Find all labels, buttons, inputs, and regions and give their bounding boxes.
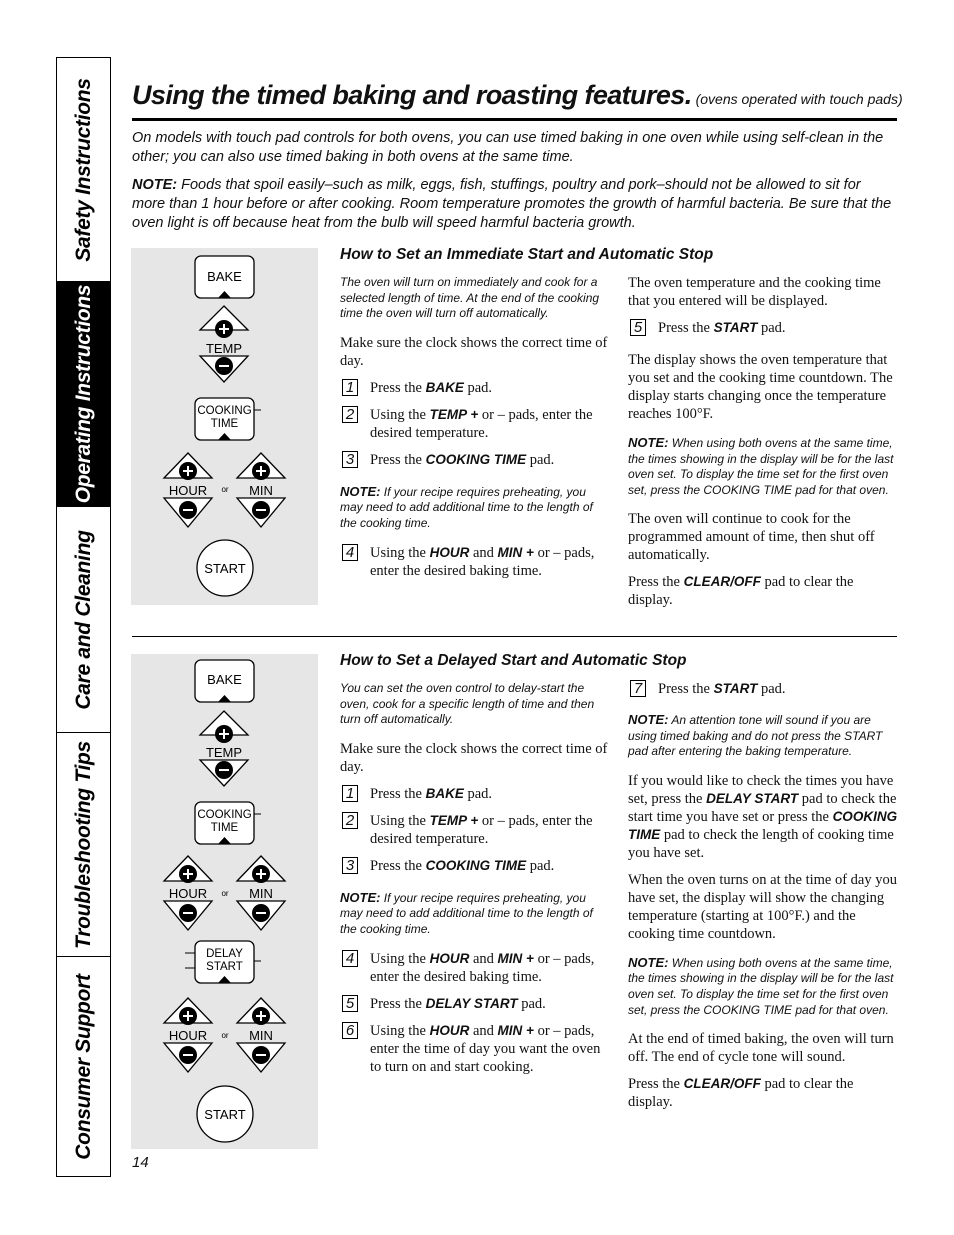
start-pad[interactable] [197,1086,253,1142]
section1-clock: Make sure the clock shows the correct time of day. [340,334,608,369]
section2-note-tone: NOTE: An attention tone will sound if you are using timed baking and do not press the START pad after entering the baking temperature. [628,712,883,759]
section2-heading: How to Set a Delayed Start and Automatic Stop [340,652,687,669]
or-label: or [221,889,229,898]
section2-note2: NOTE: When using both ovens at the same time, the times showing in the display will be for the last oven set. To display the time set for the first oven set, press the COOKING TIME pad for that oven. [628,954,894,1017]
min-pad[interactable] [237,453,285,527]
intro-note: NOTE: Foods that spoil easily–such as milk, eggs, fish, stuffings, poultry and pork–should not be allowed to sit for more than 1 hour before or after cooking. Room temperature promotes the growth of harmful bacteria. Be sure that the oven light is off because heat from the bulb will speed harmful bacteria growth. [132,177,892,231]
tab-care-and-cleaning[interactable]: Care and Cleaning [57,507,110,733]
svg-text:HOUR: HOUR [168,886,208,901]
touch-pad-diagram-delayed [131,654,318,1149]
svg-text:TIME: TIME [210,822,239,834]
temp-pad[interactable] [200,711,248,786]
step-3: 3 Press the COOKING TIME pad. [340,857,608,875]
tab-troubleshooting-tips[interactable]: Troubleshooting Tips [57,733,110,957]
section1-display-temp: The oven temperature and the cooking time that you entered will be displayed. [628,275,881,309]
title-subtitle: (ovens operated with touch pads) [695,91,903,107]
section2-right-column [628,680,898,1120]
section1-note2: NOTE: When using both ovens at the same time, the times showing in the display will be for the last oven set. To display the time set for the first oven set, press the COOKING TIME pad for that oven. [628,435,894,497]
step-5: 5 Press the START pad. [628,319,896,337]
section1-clear: Press the CLEAR/OFF pad to clear the display. [628,574,854,609]
section2-end: At the end of timed baking, the oven will turn off. The end of cycle tone will sound. [628,1031,894,1066]
section2-note: NOTE: If your recipe requires preheating, you may need to add additional time to the length of the cooking time. [340,889,593,936]
section1-right-column [628,274,896,618]
bake-pad[interactable] [195,660,254,702]
svg-text:MIN: MIN [249,483,273,498]
title-main: Using the timed baking and roasting features. [132,80,692,110]
svg-text:START: START [204,561,246,576]
svg-text:HOUR: HOUR [168,483,208,498]
page-number: 14 [132,1154,149,1171]
section2-clear: Press the CLEAR/OFF pad to clear the display. [628,1076,854,1111]
title-rule [132,118,897,121]
svg-text:MIN: MIN [249,886,273,901]
tab-safety-instructions[interactable]: Safety Instructions [57,58,110,282]
step-2: 2 Using the TEMP + or – pads, enter the desired temperature. [340,812,608,848]
hour-pad[interactable] [164,856,212,930]
svg-text:START: START [206,961,243,973]
section2-left-column [340,681,608,1085]
section1-note: NOTE: If your recipe requires preheating, you may need to add additional time to the length of the cooking time. [340,483,593,530]
control-panel-immediate [131,248,318,605]
delay-start-pad[interactable] [185,941,261,983]
temp-pad[interactable] [200,306,248,382]
step-7: 7 Press the START pad. [628,680,898,698]
svg-text:BAKE: BAKE [207,672,242,687]
or-label-2: or [221,1031,229,1040]
step-6: 6 Using the HOUR and MIN + or – pads, enter the time of day you want the oven to turn on and start cooking. [340,1022,608,1076]
step-1: 1 Press the BAKE pad. [340,379,608,397]
section2-intro: You can set the oven control to delay-start the oven, cook for a specific length of time and then turn off automatically. [340,681,595,727]
tab-operating-instructions[interactable]: Operating Instructions [57,282,110,507]
svg-text:START: START [204,1107,246,1122]
svg-text:COOKING: COOKING [197,809,252,821]
cooking-time-pad[interactable] [195,802,261,844]
step-2: 2 Using the TEMP + or – pads, enter the desired temperature. [340,406,608,442]
start-pad[interactable] [197,540,253,596]
section2-clock: Make sure the clock shows the correct time of day. [340,740,608,775]
section1-display-countdown: The display shows the oven temperature that you set and the cooking time countdown. The display starts changing once the temperature reaches 100°F. [628,352,893,422]
section1-intro: The oven will turn on immediately and cook for a selected length of time. At the end of the cooking time the oven will turn off automatically. [340,275,600,321]
svg-text:HOUR: HOUR [168,1028,208,1043]
min-pad-2[interactable] [237,998,285,1072]
sidebar-tabs [56,57,111,1177]
section2-check: If you would like to check the times you have set, press the DELAY START pad to check the start time you have set or press the COOKING TIME pad to check the length of cooking time you have set. [628,772,898,861]
section1-left-column [340,275,608,589]
svg-text:COOKING: COOKING [197,405,252,417]
step-1: 1 Press the BAKE pad. [340,785,608,803]
min-pad[interactable] [237,856,285,930]
svg-text:TEMP: TEMP [205,745,243,760]
cooking-time-pad[interactable] [195,398,261,440]
step-4: 4 Using the HOUR and MIN + or – pads, enter the desired baking time. [340,544,608,580]
touch-pad-diagram [131,248,318,605]
svg-text:MIN: MIN [249,1028,273,1043]
control-panel-delayed [131,654,318,1149]
step-4: 4 Using the HOUR and MIN + or – pads, enter the desired baking time. [340,950,608,986]
intro-paragraph: On models with touch pad controls for both ovens, you can use timed baking in one oven while using self-clean in the other; you can also use timed baking in both ovens at the same time. [132,130,884,165]
hour-pad-2[interactable] [164,998,212,1072]
page-title [132,80,903,111]
section2-turns-on: When the oven turns on at the time of day you have set, the display will show the changing temperature (starting at 100°F.) and the cooking time countdown. [628,871,897,942]
svg-text:BAKE: BAKE [207,269,242,284]
or-label: or [221,485,229,494]
hour-pad[interactable] [164,453,212,527]
bake-pad[interactable] [195,256,254,298]
svg-text:DELAY: DELAY [206,948,243,960]
section1-heading: How to Set an Immediate Start and Automatic Stop [340,246,714,263]
step-5: 5 Press the DELAY START pad. [340,995,608,1013]
section1-continue: The oven will continue to cook for the programmed amount of time, then shut off automatically. [628,511,875,564]
svg-text:TIME: TIME [210,418,239,430]
svg-text:TEMP: TEMP [205,341,243,356]
step-3: 3 Press the COOKING TIME pad. [340,451,608,469]
section-divider [132,636,897,637]
tab-consumer-support[interactable]: Consumer Support [71,973,95,1160]
